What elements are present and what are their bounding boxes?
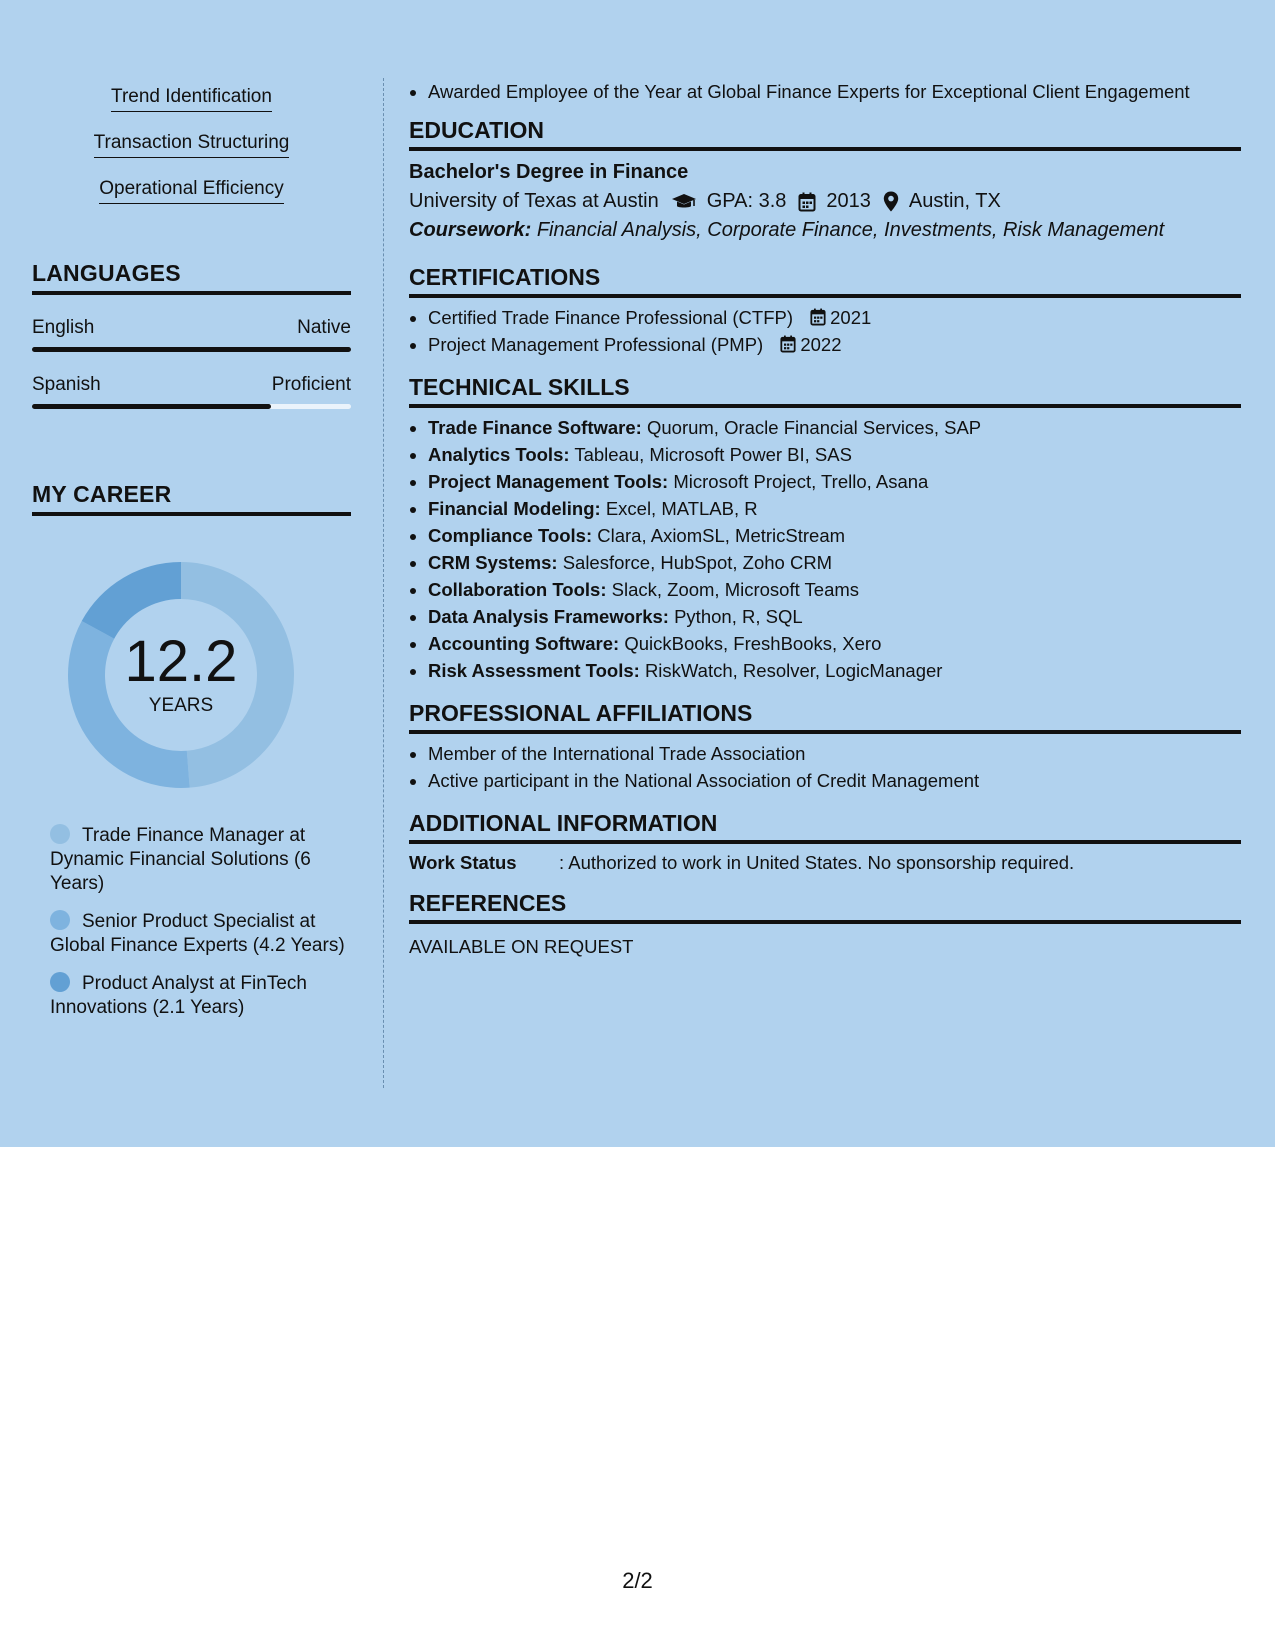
technical-skill-item xyxy=(428,468,1241,495)
technical-skill-item xyxy=(428,576,1241,603)
technical-skills-list xyxy=(409,414,1241,684)
skill-values: Microsoft Project, Trello, Asana xyxy=(673,471,929,492)
skill-values: RiskWatch, Resolver, LogicManager xyxy=(644,660,943,681)
career-total-unit: YEARS xyxy=(148,695,214,716)
work-status-label: Work Status xyxy=(409,852,517,873)
skill-category: Risk Assessment Tools: xyxy=(428,660,640,681)
skill-values: Python, R, SQL xyxy=(674,606,803,627)
additional-info-heading: ADDITIONAL INFORMATION xyxy=(409,810,1241,844)
calendar-icon xyxy=(798,192,816,212)
language-level: Proficient xyxy=(271,374,351,395)
language-bar xyxy=(32,404,351,409)
technical-skill-item xyxy=(428,657,1241,684)
certifications-list xyxy=(409,304,1241,358)
experience-bullet: • Awarded Employee of the Year at Global Finance Experts for Exceptional Client Engagement xyxy=(428,78,1241,105)
languages-heading: LANGUAGES xyxy=(32,260,351,295)
skill-values: QuickBooks, FreshBooks, Xero xyxy=(624,633,882,654)
sidebar xyxy=(32,78,351,1034)
location-pin-icon xyxy=(883,191,899,212)
legend-dot-icon xyxy=(50,972,70,992)
language-level: Native xyxy=(297,317,351,338)
skill-values: Excel, MATLAB, R xyxy=(605,498,758,519)
skill-category: CRM Systems: xyxy=(428,552,558,573)
calendar-icon xyxy=(780,335,796,353)
skill-tag: Operational Efficiency xyxy=(99,178,283,204)
language-item xyxy=(32,317,351,352)
education-degree: Bachelor's Degree in Finance xyxy=(409,161,689,183)
skill-category: Data Analysis Frameworks: xyxy=(428,606,669,627)
language-bar-fill xyxy=(32,347,351,352)
legend-dot-icon xyxy=(50,824,70,844)
skill-category: Collaboration Tools: xyxy=(428,579,607,600)
affiliation-item: • Active participant in the National Association of Credit Management xyxy=(428,767,1241,794)
skill-values: Slack, Zoom, Microsoft Teams xyxy=(611,579,860,600)
career-legend xyxy=(32,824,351,1020)
certification-year: 2022 xyxy=(800,334,842,355)
language-name: Spanish xyxy=(32,374,101,395)
career-label: Trade Finance Manager at Dynamic Financial Solutions (6 Years) xyxy=(50,825,311,894)
skill-category: Analytics Tools: xyxy=(428,444,570,465)
career-total-years: 12.2 xyxy=(124,629,238,694)
education-heading: EDUCATION xyxy=(409,117,1241,151)
career-label: Product Analyst at FinTech Innovations (2.1 Years) xyxy=(50,973,307,1018)
skill-category: Trade Finance Software: xyxy=(428,417,642,438)
page-number: 2/2 xyxy=(622,1568,653,1593)
education-gpa: GPA: 3.8 xyxy=(706,190,787,212)
technical-skill-item xyxy=(428,522,1241,549)
technical-skill-item xyxy=(428,414,1241,441)
education-coursework xyxy=(409,219,1241,242)
skill-tag: Transaction Structuring xyxy=(94,132,290,158)
certification-name: Project Management Professional (PMP) xyxy=(428,334,764,355)
career-item xyxy=(50,972,351,1020)
skill-category: Project Management Tools: xyxy=(428,471,669,492)
technical-skills-heading: TECHNICAL SKILLS xyxy=(409,374,1241,408)
certification-item xyxy=(428,304,1241,331)
career-label: Senior Product Specialist at Global Finance Experts (4.2 Years) xyxy=(50,911,345,956)
education-details xyxy=(409,190,1241,213)
career-item xyxy=(50,824,351,896)
skill-category: Financial Modeling: xyxy=(428,498,601,519)
affiliations-heading: PROFESSIONAL AFFILIATIONS xyxy=(409,700,1241,734)
coursework-list: Financial Analysis, Corporate Finance, Investments, Risk Management xyxy=(536,219,1165,241)
certification-item xyxy=(428,331,1241,358)
affiliations-list xyxy=(409,740,1241,794)
skill-values: Quorum, Oracle Financial Services, SAP xyxy=(646,417,982,438)
graduation-cap-icon xyxy=(671,193,697,211)
skill-category: Compliance Tools: xyxy=(428,525,593,546)
education-location: Austin, TX xyxy=(908,190,1001,212)
main-content xyxy=(409,78,1241,958)
work-status-row xyxy=(409,852,1241,874)
technical-skill-item xyxy=(428,630,1241,657)
affiliation-item: • Member of the International Trade Association xyxy=(428,740,1241,767)
references-heading: REFERENCES xyxy=(409,890,1241,924)
technical-skill-item xyxy=(428,549,1241,576)
certification-year: 2021 xyxy=(830,307,872,328)
skill-category: Accounting Software: xyxy=(428,633,620,654)
technical-skill-item xyxy=(428,495,1241,522)
career-donut xyxy=(66,560,296,790)
column-divider xyxy=(383,78,384,1088)
legend-dot-icon xyxy=(50,910,70,930)
technical-skill-item xyxy=(428,603,1241,630)
certification-name: Certified Trade Finance Professional (CTFP) xyxy=(428,307,793,328)
language-bar-fill xyxy=(32,404,271,409)
language-item xyxy=(32,374,351,409)
skill-values: Salesforce, HubSpot, Zoho CRM xyxy=(562,552,833,573)
skill-tags xyxy=(32,78,351,216)
experience-bullets xyxy=(409,78,1241,105)
career-heading: MY CAREER xyxy=(32,481,351,516)
calendar-icon xyxy=(810,308,826,326)
coursework-label: Coursework: xyxy=(409,219,532,241)
education-year: 2013 xyxy=(826,190,871,212)
skill-values: Clara, AxiomSL, MetricStream xyxy=(597,525,846,546)
career-item xyxy=(50,910,351,958)
references-text: AVAILABLE ON REQUEST xyxy=(409,936,634,957)
skill-values: Tableau, Microsoft Power BI, SAS xyxy=(574,444,852,465)
work-status-value: : Authorized to work in United States. No sponsorship required. xyxy=(559,852,1075,873)
technical-skill-item xyxy=(428,441,1241,468)
language-name: English xyxy=(32,317,95,338)
education-school: University of Texas at Austin xyxy=(409,190,659,212)
certifications-heading: CERTIFICATIONS xyxy=(409,264,1241,298)
language-bar xyxy=(32,347,351,352)
skill-tag: Trend Identification xyxy=(111,86,272,112)
